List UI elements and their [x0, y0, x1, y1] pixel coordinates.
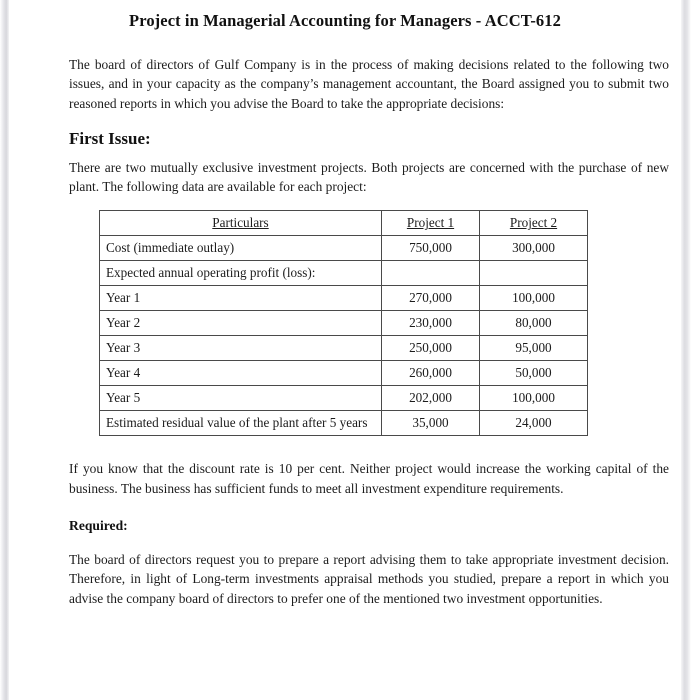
row-project-1-value: 250,000: [382, 336, 480, 361]
table-row: [100, 286, 588, 311]
row-label: Year 5: [100, 386, 382, 411]
page-title: Project in Managerial Accounting for Managers - ACCT-612: [129, 11, 561, 30]
row-project-1-value: 260,000: [382, 361, 480, 386]
required-paragraph: The board of directors request you to prepare a report advising them to take appropriate investment decision. Therefore, in light of Long-term investments appraisal methods you studied, prepare a report in which you advise the company board of directors to prefer one of the mentioned two investment opportunities.: [69, 552, 669, 606]
table-header-project-1: [382, 211, 480, 236]
document-page: [9, 0, 681, 700]
row-label: Year 1: [100, 286, 382, 311]
discount-rate-paragraph: If you know that the discount rate is 10 per cent. Neither project would increase the working capital of the business. The business has sufficient funds to meet all investment expenditure requirements.: [69, 461, 669, 496]
first-issue-paragraph: There are two mutually exclusive investment projects. Both projects are concerned with the purchase of new plant. The following data are available for each project:: [69, 159, 669, 195]
page-edge-right: [681, 0, 691, 700]
row-label: Year 4: [100, 361, 382, 386]
row-project-1-value: 270,000: [382, 286, 480, 311]
row-project-2-value: 300,000: [480, 236, 588, 261]
table-row: [100, 336, 588, 361]
row-project-2-value: 50,000: [480, 361, 588, 386]
row-project-1-value: 230,000: [382, 311, 480, 336]
table-row: [100, 411, 588, 436]
table-row: [100, 361, 588, 386]
first-issue-heading: First Issue:: [69, 128, 151, 148]
row-label: Year 3: [100, 336, 382, 361]
row-label: Estimated residual value of the plant after 5 years: [100, 411, 382, 436]
table-row: [100, 311, 588, 336]
required-heading: Required:: [69, 518, 128, 534]
table-row: [100, 386, 588, 411]
row-project-2-value: 95,000: [480, 336, 588, 361]
row-project-1-value: 750,000: [382, 236, 480, 261]
table-header-project-1-label: Project 1: [406, 215, 455, 231]
row-project-1-value: 202,000: [382, 386, 480, 411]
page-edge-left: [0, 0, 9, 700]
row-project-1-value: [382, 261, 480, 286]
project-data-table: [99, 210, 588, 436]
table-header-row: [100, 211, 588, 236]
row-project-2-value: 100,000: [480, 386, 588, 411]
table-header-particulars-label: Particulars: [212, 215, 269, 231]
intro-paragraph: The board of directors of Gulf Company is in the process of making decisions related to the following two issues, and in your capacity as the company’s management accountant, the Board assigned you to submit two reasoned reports in which you advise the Board to take the appropriate decisions:: [69, 57, 669, 111]
table-header-particulars: [100, 211, 382, 236]
row-label: Year 2: [100, 311, 382, 336]
row-project-2-value: 80,000: [480, 311, 588, 336]
row-project-1-value: 35,000: [382, 411, 480, 436]
table-header-project-2-label: Project 2: [509, 215, 558, 231]
row-label: Cost (immediate outlay): [100, 236, 382, 261]
row-project-2-value: 100,000: [480, 286, 588, 311]
table-header-project-2: [480, 211, 588, 236]
row-project-2-value: [480, 261, 588, 286]
table-row: [100, 261, 588, 286]
document-content: [9, 0, 681, 608]
table-row: [100, 236, 588, 261]
project-data-table-wrapper: [9, 196, 681, 436]
row-project-2-value: 24,000: [480, 411, 588, 436]
row-label: Expected annual operating profit (loss):: [100, 261, 382, 286]
